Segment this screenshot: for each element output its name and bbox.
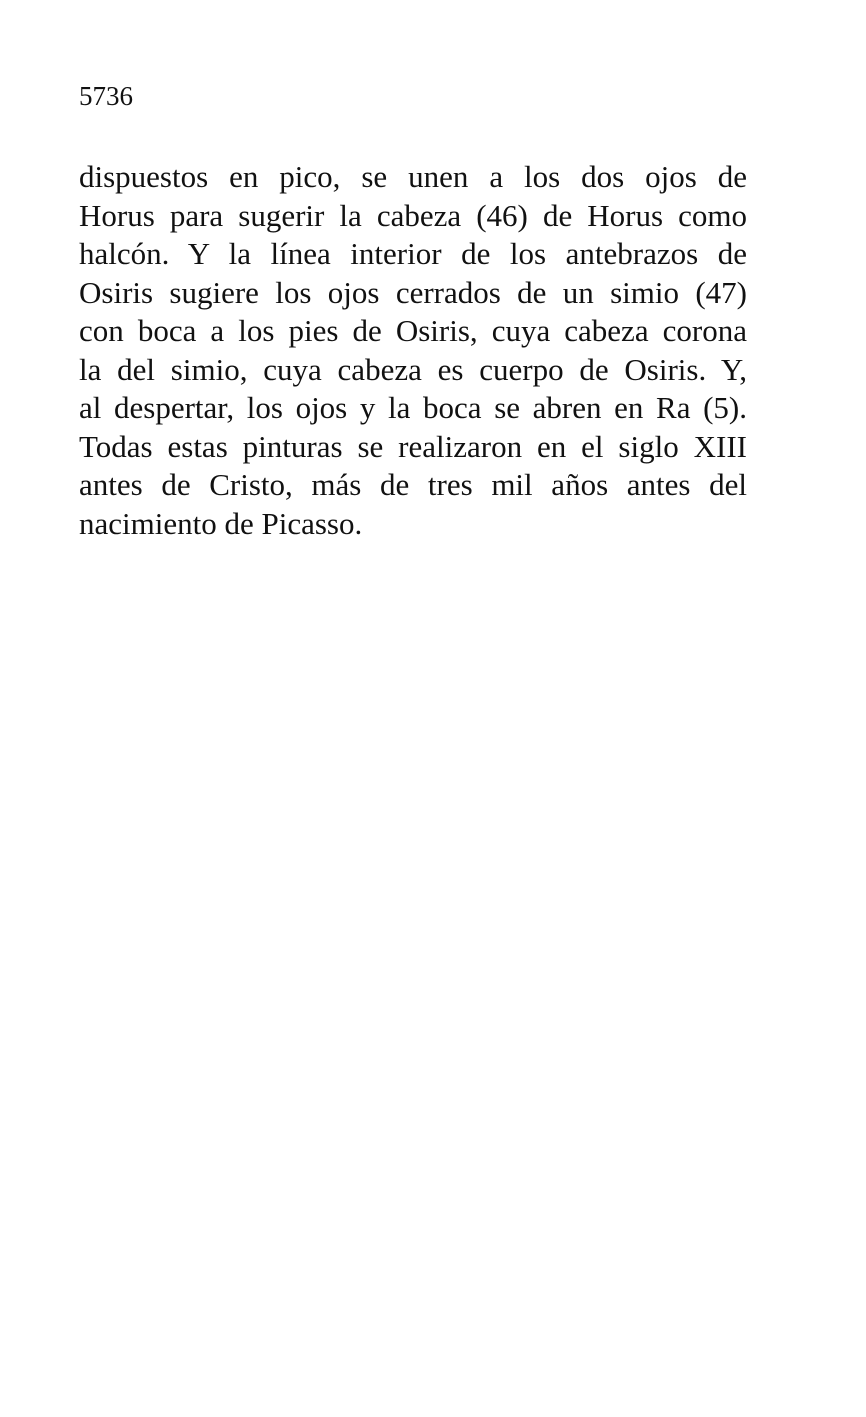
text-line: Horus para sugerir la cabeza (46) de Horus como (79, 197, 747, 233)
page-number: 5736 (79, 81, 133, 111)
text-line: nacimiento de Picasso. (79, 505, 363, 541)
text-line: dispuestos en pico, se unen a los dos ojos de (79, 159, 747, 194)
text-line: halcón. Y la línea interior de los antebrazos de (79, 236, 747, 271)
text-line: con boca a los pies de Osiris, cuya cabeza corona (79, 313, 747, 348)
text-line: antes de Cristo, más de tres mil años antes del (79, 467, 747, 502)
text-line: al despertar, los ojos y la boca se abren en Ra (5). (79, 390, 747, 425)
text-line: Osiris sugiere los ojos cerrados de un simio (47) (79, 274, 747, 310)
text-line: la del simio, cuya cabeza es cuerpo de Osiris. Y, (79, 351, 747, 387)
text-line: Todas estas pinturas se realizaron en el siglo XIII (79, 428, 747, 464)
body-paragraph (79, 158, 747, 543)
